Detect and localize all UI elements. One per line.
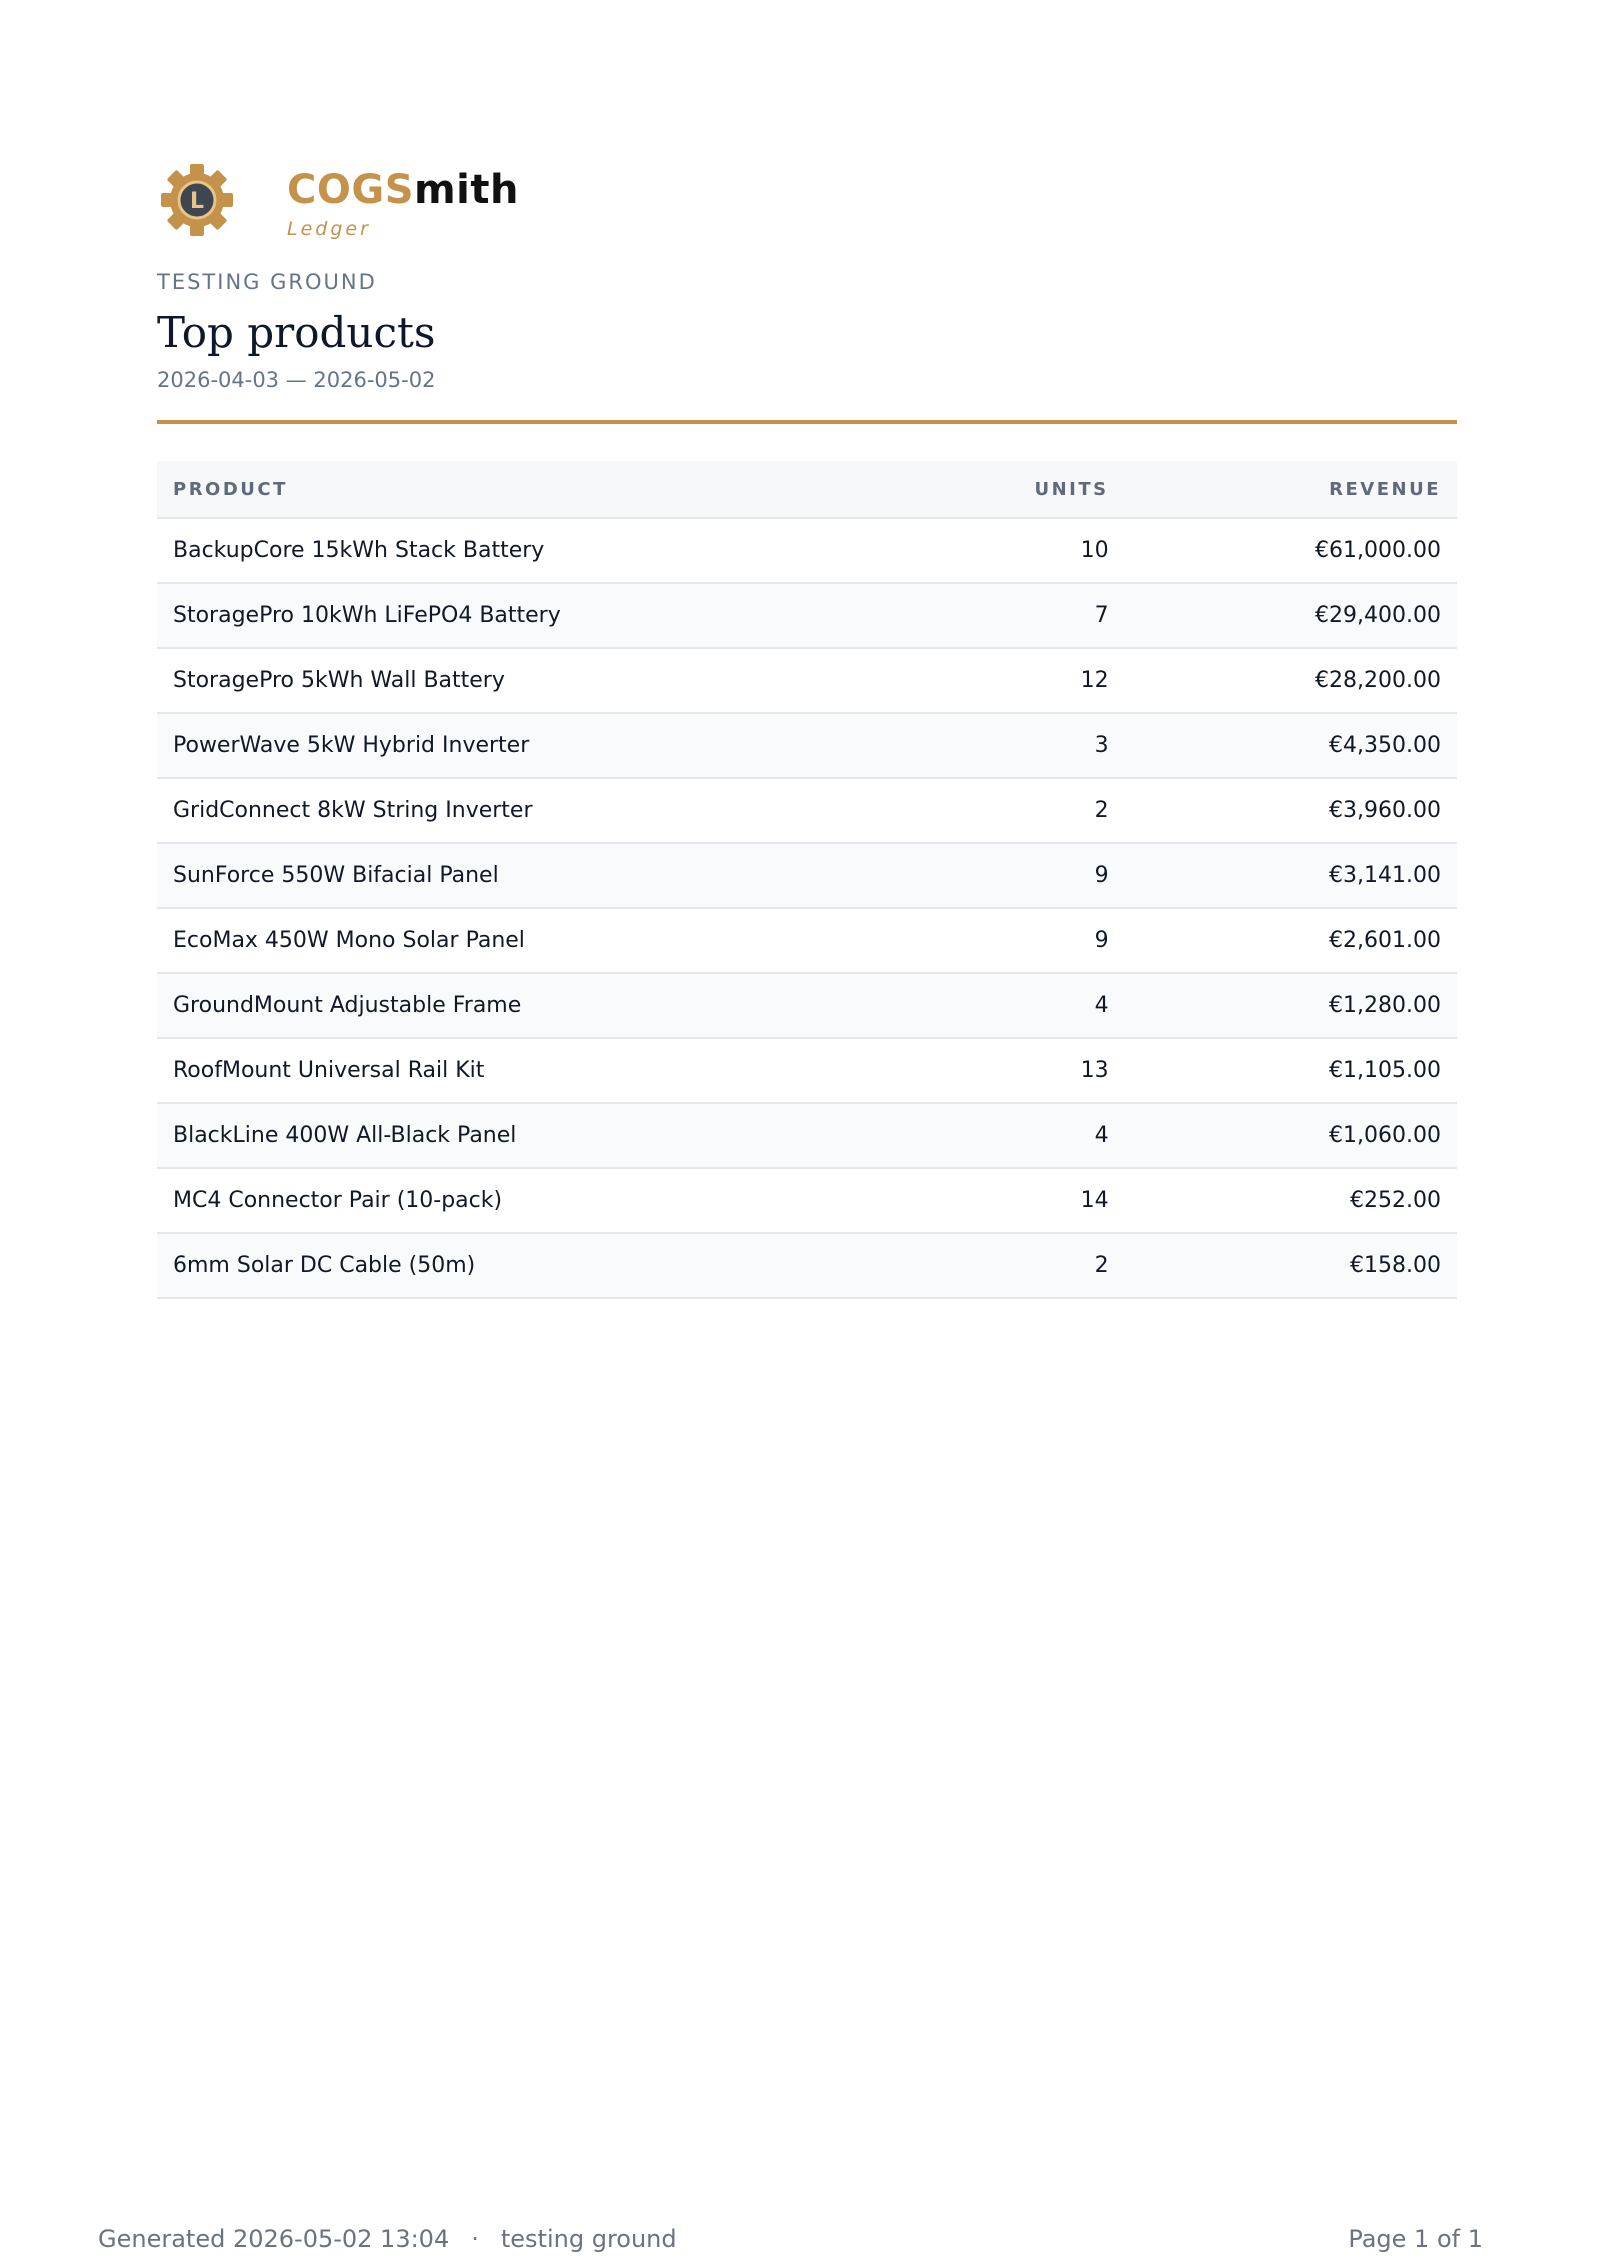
cell-revenue: €2,601.00 <box>1125 908 1457 973</box>
cell-revenue: €1,105.00 <box>1125 1038 1457 1103</box>
cell-units: 2 <box>923 1233 1124 1298</box>
cell-revenue: €1,060.00 <box>1125 1103 1457 1168</box>
cell-revenue: €61,000.00 <box>1125 518 1457 583</box>
cell-units: 9 <box>923 908 1124 973</box>
cell-product: BlackLine 400W All-Black Panel <box>157 1103 923 1168</box>
footer-workspace: testing ground <box>500 2225 677 2253</box>
cell-product: EcoMax 450W Mono Solar Panel <box>157 908 923 973</box>
cell-units: 7 <box>923 583 1124 648</box>
cell-product: 6mm Solar DC Cable (50m) <box>157 1233 923 1298</box>
table-row <box>157 1233 1457 1298</box>
cell-product: StoragePro 5kWh Wall Battery <box>157 648 923 713</box>
cell-product: StoragePro 10kWh LiFePO4 Battery <box>157 583 923 648</box>
table-row <box>157 778 1457 843</box>
brand-header <box>157 160 1457 250</box>
cell-units: 13 <box>923 1038 1124 1103</box>
cell-units: 12 <box>923 648 1124 713</box>
table-row <box>157 1038 1457 1103</box>
date-range: 2026-04-03 — 2026-05-02 <box>157 368 436 392</box>
cell-product: RoofMount Universal Rail Kit <box>157 1038 923 1103</box>
page-footer <box>98 2225 1483 2253</box>
top-products-table <box>157 461 1457 1299</box>
cell-revenue: €28,200.00 <box>1125 648 1457 713</box>
cell-units: 4 <box>923 1103 1124 1168</box>
cell-revenue: €252.00 <box>1125 1168 1457 1233</box>
cell-product: BackupCore 15kWh Stack Battery <box>157 518 923 583</box>
cell-product: MC4 Connector Pair (10-pack) <box>157 1168 923 1233</box>
page-title: Top products <box>157 308 436 357</box>
page-number: Page 1 of 1 <box>1348 2225 1483 2253</box>
table-row <box>157 1168 1457 1233</box>
cell-product: GridConnect 8kW String Inverter <box>157 778 923 843</box>
footer-separator: · <box>471 2225 479 2253</box>
cell-product: PowerWave 5kW Hybrid Inverter <box>157 713 923 778</box>
cell-units: 9 <box>923 843 1124 908</box>
table-row <box>157 973 1457 1038</box>
cell-revenue: €4,350.00 <box>1125 713 1457 778</box>
cell-units: 2 <box>923 778 1124 843</box>
brand-subtitle: Ledger <box>287 218 371 240</box>
table-row <box>157 583 1457 648</box>
generated-timestamp: Generated 2026-05-02 13:04 <box>98 2225 450 2253</box>
table-row <box>157 908 1457 973</box>
brand-name <box>287 168 519 212</box>
header-divider <box>157 420 1457 424</box>
brand-name-rest: mith <box>414 167 519 213</box>
workspace-eyebrow: TESTING GROUND <box>157 270 377 294</box>
cell-product: GroundMount Adjustable Frame <box>157 973 923 1038</box>
cell-units: 14 <box>923 1168 1124 1233</box>
table-row <box>157 1103 1457 1168</box>
cell-revenue: €3,960.00 <box>1125 778 1457 843</box>
cell-revenue: €29,400.00 <box>1125 583 1457 648</box>
cell-revenue: €3,141.00 <box>1125 843 1457 908</box>
table-row <box>157 518 1457 583</box>
cell-product: SunForce 550W Bifacial Panel <box>157 843 923 908</box>
table-header-row <box>157 461 1457 518</box>
brand-name-accent: COGS <box>287 167 414 213</box>
table-row <box>157 648 1457 713</box>
table-row <box>157 713 1457 778</box>
svg-text:L: L <box>189 189 205 214</box>
gear-ledger-icon <box>157 160 237 240</box>
column-header-revenue: REVENUE <box>1125 461 1457 518</box>
cell-units: 3 <box>923 713 1124 778</box>
cell-units: 4 <box>923 973 1124 1038</box>
cell-revenue: €1,280.00 <box>1125 973 1457 1038</box>
table-row <box>157 843 1457 908</box>
column-header-units: UNITS <box>923 461 1124 518</box>
footer-left <box>98 2225 677 2253</box>
report-page <box>157 160 1457 1299</box>
cell-units: 10 <box>923 518 1124 583</box>
column-header-product: PRODUCT <box>157 461 923 518</box>
cell-revenue: €158.00 <box>1125 1233 1457 1298</box>
